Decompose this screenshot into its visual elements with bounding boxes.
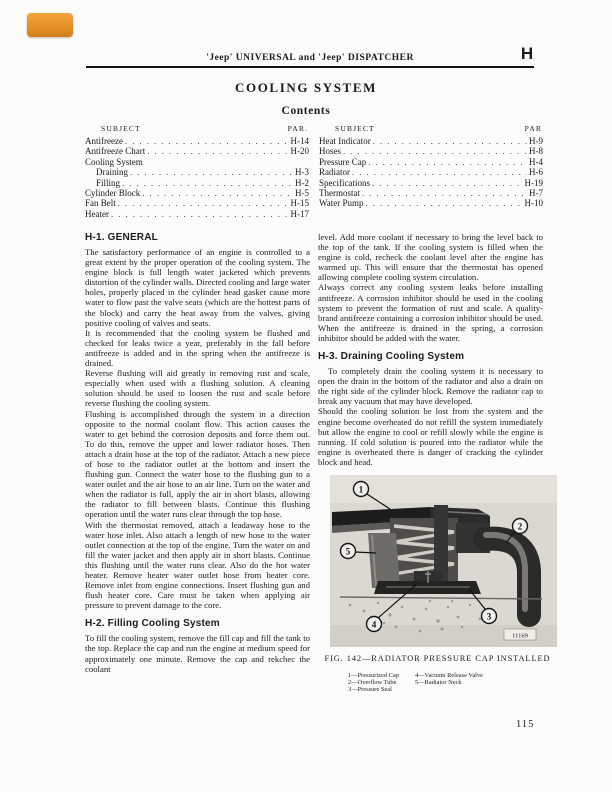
figure-caption: FIG. 142—RADIATOR PRESSURE CAP INSTALLED (324, 653, 551, 663)
subject-header: SUBJECT (335, 124, 375, 133)
page-title: COOLING SYSTEM (235, 80, 377, 95)
toc-row: Thermostat . . . H-7 (319, 188, 543, 198)
pressure-cap-cross-section-illustration (330, 475, 557, 647)
section-heading-h2: H-2. Filling Cooling System (85, 618, 220, 630)
toc-row: Filling . . . H-2 (85, 178, 309, 188)
legend-item: 5—Radiator Neck (414, 679, 462, 687)
legend-item: 3—Pressure Seal (348, 686, 392, 694)
paragraph: The satisfactory performance of an engine is controlled to a great extent by the proper operation of the cooling system. The engine block is full length water jacketed which prevents distortion of the cylinder walls. Directed cooling and large water holes, properly placed in the cylinder head gasket cause more water to flow past the valve seats (which are the hottest parts of the block) and carry the heat away from the valves, giving positive cooling of valves and seats. (85, 247, 310, 328)
toc-row: Antifreeze Chart . . . H-20 (85, 146, 309, 156)
figure-callout-5: 5 (345, 546, 351, 557)
legend-item: 1—Pressurized Cap (348, 671, 399, 679)
figure-callout-1: 1 (358, 484, 364, 495)
toc-row: Radiator . . . H-6 (319, 167, 543, 177)
paragraph: Flushing is accomplished through the system in a direction opposite to the normal coolant flow. This action causes the water to get behind the corrosion deposits and force them out. To do this, remove the upper and lower radiator hoses. Then attach a drain hose at the top of the radiator. Attach a new piece of hose to the radiator outlet at the bottom and insert the flushing gun. Connect the water hose to the flushing gun to a water outlet and the air hose to an air line. Turn on the water and when the radiator is full, apply the air in short blasts, allowing the radiator to fill between blasts. Continue this flushing operation until the water runs clear through the top hose. (85, 408, 310, 520)
section-heading-h1: H-1. GENERAL (85, 232, 158, 243)
toc-row: Antifreeze . . . H-14 (85, 136, 309, 146)
subject-header: SUBJECT (101, 124, 141, 133)
toc-row: Draining . . . H-3 (85, 167, 309, 177)
figure-legend-col2 (415, 672, 483, 694)
toc-row: Heater . . . H-17 (85, 209, 309, 219)
paragraph: With the thermostat removed, attach a leadaway hose to the water hose inlet. Also attach a length of new hose to the water outlet connection at the top of the engine. Turn the water on and fill the water jacket and then apply air in short blasts. Continue this flushing until the water runs clear. Also do the hot water heater. Remove heater water outlet hose from heater core. Remove inlet from engine connections. Insert flushing gun and flush heater core. Care must be taken when applying air pressure to prevent damage to the core. (85, 519, 310, 611)
paragraph: It is recommended that the cooling system be flushed and checked for leaks twice a year, preferably in the fall before antifreeze is added and in the spring when the antifreeze is drained. (85, 327, 310, 369)
toc-row: Specifications . . . H-19 (319, 178, 543, 188)
figure-photo-id: 11169 (512, 632, 528, 640)
paragraph: Always correct any cooling system leaks before installing antifreeze. A corrosion inhibitor should be used in the cooling system to prevent the formation of rust and scale. A quality-brand antifreeze containing a corrosion inhibitor should be used. When the antifreeze is drained in the spring, a corrosion inhibitor should be added with the water. (318, 282, 543, 343)
body-right-column (318, 232, 551, 694)
toc-row: Pressure Cap . . . H-4 (319, 157, 543, 167)
toc-row: Water Pump . . . H-10 (319, 198, 543, 208)
body-left-column (85, 232, 310, 674)
figure-callout-2: 2 (517, 521, 523, 532)
paragraph: To fill the cooling system, remove the fill cap and fill the tank to the top. Replace the cap and run the engine at medium speed for approximately one minute. Remove the cap and rekchec the coolant (85, 633, 310, 674)
paragraph: To completely drain the cooling system it is necessary to open the drain in the bottom of the radiator and also a drain on the right side of the cylinder block. Remove the radiator cap to break any vacuum that may have developed. (318, 366, 543, 407)
radiator-pressure-cap-figure (330, 475, 557, 647)
contents-title: Contents (281, 105, 331, 117)
orange-index-tab (27, 13, 73, 37)
contents-right-header (319, 124, 543, 136)
legend-item: 2—Overflow Tube (348, 679, 397, 687)
toc-row: Hoses . . . H-8 (319, 146, 543, 156)
contents-left-column (85, 124, 309, 219)
page-number: 115 (516, 719, 535, 730)
paragraph: Reverse flushing will aid greatly in removing rust and scale, especially when used with a flushing solution. A cleaning solution should be used to loosen the rust and scale before reverse flushing the cooling system. (85, 368, 310, 409)
figure-callout-4: 4 (371, 619, 377, 630)
figure-callout-3: 3 (486, 611, 492, 622)
running-header: 'Jeep' UNIVERSAL and 'Jeep' DISPATCHER (206, 53, 414, 63)
paragraph: level. Add more coolant if necessary to bring the level back to the top of the tank. If the cooling system is filled when the engine is cold, recheck the coolant level after the engine has warmed up. This will ensure that the thermostat has opened allowing complete cooling system circulation. (318, 232, 543, 283)
paragraph: Should the cooling solution be lost from the system and the engine become overheated do not refill the system immediately but allow the engine to cool or refill slowly while the engine is running. If cold solution is poured into the radiator while the engine is overheated there is danger of cracking the cylinder block and head. (318, 406, 543, 467)
figure-legend (348, 672, 543, 694)
figure-legend-col1 (348, 672, 399, 694)
section-letter: H (520, 44, 534, 63)
toc-row: Fan Belt . . . H-15 (85, 198, 309, 208)
par-header: PAR. (287, 124, 308, 133)
header-rule (86, 66, 534, 68)
contents-left-header (85, 124, 309, 136)
toc-row: Heat Indicator . . . H-9 (319, 136, 543, 146)
toc-row: Cylinder Block . . . H-5 (85, 188, 309, 198)
section-heading-h3: H-3. Draining Cooling System (318, 351, 465, 363)
legend-item: 4—Vacuum Release Valve (414, 671, 483, 679)
par-header: PAR (524, 124, 542, 133)
contents-table (85, 124, 543, 219)
toc-row: Cooling System (85, 156, 143, 167)
contents-right-column (319, 124, 543, 219)
